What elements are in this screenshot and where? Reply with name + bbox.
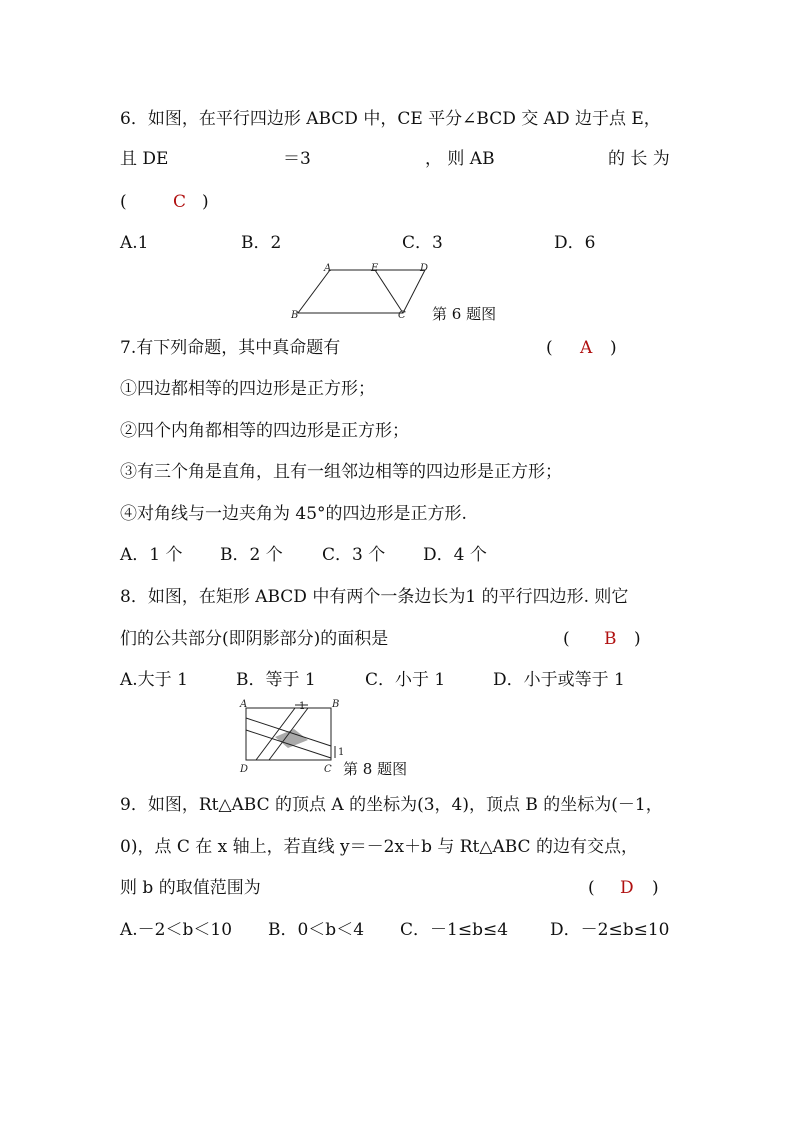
q6-option-a: A.1 (120, 233, 149, 253)
q9-option-c: C．－1≤b≤4 (400, 920, 509, 940)
q7-statement-4: ④对角线与一边夹角为 45°的四边形是正方形. (120, 504, 467, 524)
q9-stem-line1: 9．如图，Rt△ABC 的顶点 A 的坐标为(3，4)，顶点 B 的坐标为(－1， (120, 795, 663, 815)
q7-option-c: C．3 个 (322, 545, 386, 565)
q9-stem-line3: 则 b 的取值范围为 (120, 878, 261, 898)
q6-parallelogram-shape (298, 270, 425, 313)
q7-option-d: D．4 个 (423, 545, 487, 565)
q9-answer: D (620, 878, 634, 898)
q8-point-c-label: C (324, 764, 332, 775)
q6-stem-line2-d: 的 长 为 (608, 149, 670, 169)
q8-option-a: A.大于 1 (120, 670, 188, 690)
q7-paren-close: ) (610, 338, 617, 358)
q7-option-a: A．1 个 (120, 545, 183, 565)
q6-answer: C (173, 192, 187, 212)
q6-stem-line2-c: ， 则 AB (425, 149, 495, 169)
q7-option-b: B．2 个 (220, 545, 283, 565)
q8-point-b-label: B (332, 699, 340, 710)
q8-strip-line-4 (269, 708, 308, 760)
q9-stem-line2: 0)，点 C 在 x 轴上，若直线 y＝－2x＋b 与 Rt△ABC 的边有交点， (120, 837, 638, 857)
q8-top-length-label: 1 (299, 701, 306, 712)
q6-option-b: B．2 (241, 233, 282, 253)
q6-point-d-label: D (420, 263, 429, 274)
q6-point-a-label: A (324, 263, 332, 274)
q7-statement-3: ③有三个角是直角，且有一组邻边相等的四边形是正方形； (120, 462, 562, 482)
q8-stem-line1: 8．如图，在矩形 ABCD 中有两个一条边长为1 的平行四边形. 则它 (120, 587, 629, 607)
q6-paren-open: ( (120, 192, 127, 212)
q8-option-b: B．等于 1 (236, 670, 316, 690)
q6-bisector-ce (375, 270, 403, 313)
q6-stem-line1: 6．如图，在平行四边形 ABCD 中，CE 平分∠BCD 交 AD 边于点 E， (120, 109, 661, 129)
q8-paren-close: ) (634, 629, 641, 649)
q7-statement-1: ①四边都相等的四边形是正方形； (120, 379, 375, 399)
q6-stem-line2-b: ＝3 (283, 149, 311, 169)
q9-option-b: B．0＜b＜4 (268, 920, 365, 940)
q8-stem-line2: 们的公共部分(即阴影部分)的面积是 (120, 629, 389, 649)
q7-stem: 7.有下列命题，其中真命题有 (120, 338, 341, 358)
q8-point-d-label: D (240, 764, 249, 775)
q8-paren-open: ( (563, 629, 570, 649)
q6-point-b-label: B (291, 310, 299, 321)
q8-option-d: D．小于或等于 1 (493, 670, 625, 690)
q6-option-d: D．6 (554, 233, 596, 253)
q6-point-e-label: E (371, 263, 379, 274)
q6-parallelogram-figure (288, 260, 438, 322)
q7-answer: A (580, 338, 593, 358)
q6-paren-close: ) (202, 192, 209, 212)
q8-point-a-label: A (240, 699, 248, 710)
q8-figure-caption: 第 8 题图 (343, 760, 408, 778)
q8-rectangle-figure (236, 698, 348, 778)
q8-answer: B (604, 629, 617, 649)
q9-paren-close: ) (652, 878, 659, 898)
q7-paren-open: ( (546, 338, 553, 358)
q7-statement-2: ②四个内角都相等的四边形是正方形； (120, 421, 409, 441)
q9-paren-open: ( (588, 878, 595, 898)
q6-stem-line2-a: 且 DE (120, 149, 169, 169)
q6-figure-caption: 第 6 题图 (432, 305, 497, 323)
q8-option-c: C．小于 1 (365, 670, 446, 690)
q9-option-d: D．－2≤b≤10 (550, 920, 670, 940)
q6-point-c-label: C (398, 310, 406, 321)
q6-option-c: C．3 (402, 233, 443, 253)
q8-side-length-label: 1 (338, 747, 345, 758)
q9-option-a: A.－2＜b＜10 (120, 920, 233, 940)
